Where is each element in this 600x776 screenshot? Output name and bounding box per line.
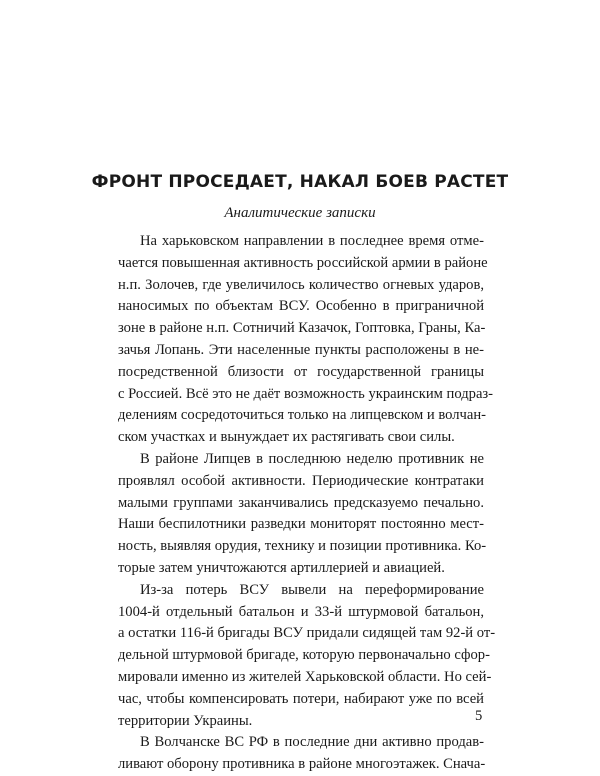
- text-line: чается повышенная активность российской армии в районе: [118, 254, 488, 271]
- page-number: 5: [475, 708, 483, 724]
- paragraph: [118, 449, 487, 580]
- chapter-subtitle: Аналитические записки: [224, 205, 376, 221]
- text-line: зачья Лопань. Эти населенные пункты расположены в не-: [118, 341, 484, 358]
- text-line: дельной штурмовой бригаде, которую первоначально сфор-: [118, 647, 490, 664]
- paragraph: [118, 580, 496, 733]
- chapter-title: ФРОНТ ПРОСЕДАЕТ, НАКАЛ БОЕВ РАСТЕТ: [91, 172, 509, 192]
- text-line: с Россией. Всё это не даёт возможность украинским подраз-: [118, 385, 494, 402]
- paragraph: [118, 732, 484, 776]
- text-line: территории Украины.: [118, 712, 253, 729]
- text-line: 1004-й отдельный батальон и 33-й штурмовой батальон,: [118, 603, 484, 620]
- text-line: В Волчанске ВС РФ в последние дни активно продав-: [140, 734, 484, 751]
- text-line: ность, выявляя орудия, технику и позиции противника. Ко-: [118, 538, 487, 555]
- text-line: посредственной близости от государственной границы: [118, 363, 484, 380]
- text-line: Из-за потерь ВСУ вывели на переформирование: [140, 581, 484, 598]
- text-line: мировали именно из жителей Харьковской области. Но сей-: [118, 668, 492, 685]
- text-line: На харьковском направлении в последнее время отме-: [140, 233, 484, 249]
- text-line: ском участках и вынуждает их растягивать свои силы.: [118, 429, 455, 446]
- text-line: делениям сосредоточиться только на липцевском и волчан-: [118, 407, 487, 424]
- text-line: наносимых по объектам ВСУ. Особенно в приграничной: [118, 298, 484, 315]
- text-line: Наши беспилотники разведки мониторят постоянно мест-: [118, 516, 484, 533]
- text-line: проявлял особой активности. Периодические контратаки: [118, 472, 484, 489]
- text-line: час, чтобы компенсировать потери, набирают уже по всей: [118, 690, 484, 707]
- text-line: н.п. Золочев, где увеличилось количество огневых ударов,: [118, 276, 484, 293]
- text-line: зоне в районе н.п. Сотничий Казачок, Гоптовка, Грaны, Ка-: [118, 320, 486, 337]
- paragraph: [118, 231, 494, 449]
- text-line: малыми группами заканчивались предсказуемо печально.: [118, 494, 484, 511]
- text-line: В районе Липцев в последнюю неделю противник не: [140, 450, 484, 467]
- text-line: торые затем уничтожаются артиллерией и авиацией.: [118, 559, 445, 576]
- body-text: [118, 231, 496, 776]
- text-line: а остатки 116-й бригады ВСУ придали сидящей там 92-й от-: [118, 625, 496, 642]
- text-line: ливают оборону противника в районе многоэтажек. Снача-: [118, 756, 486, 773]
